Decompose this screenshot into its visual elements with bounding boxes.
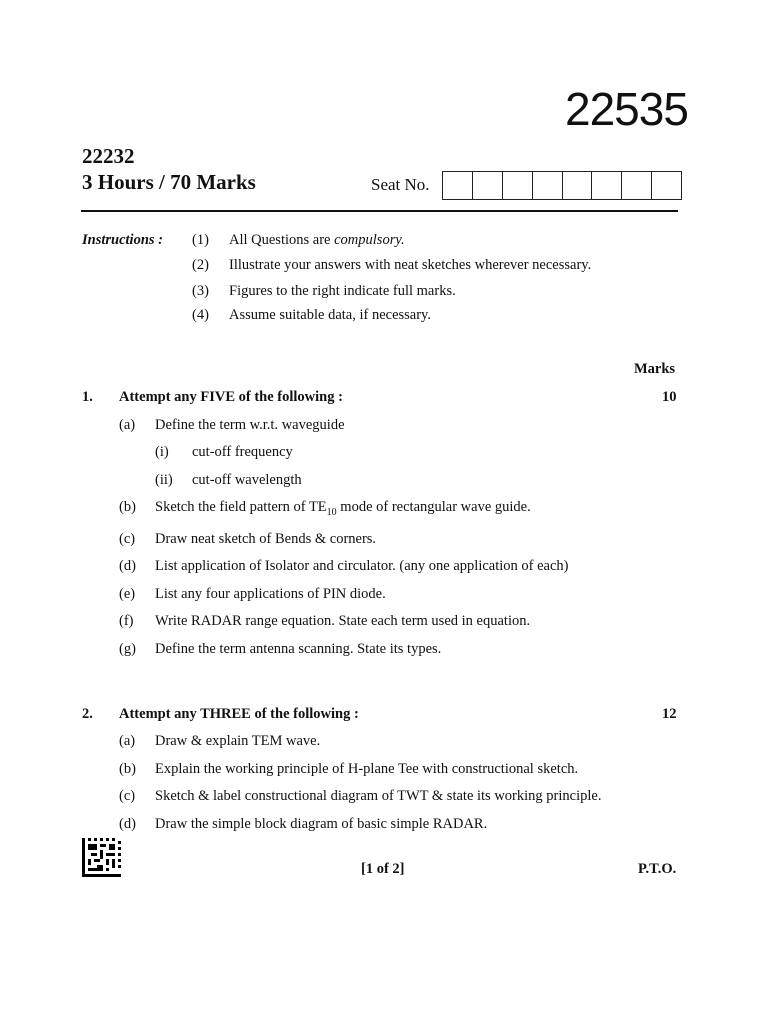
- seat-number-boxes: [442, 171, 682, 200]
- instructions-label: Instructions :: [82, 232, 163, 248]
- question-marks: 12: [662, 706, 677, 722]
- question-number: 1.: [82, 389, 93, 405]
- sub-question-label: (b): [119, 499, 136, 515]
- sub-question-label: (c): [119, 531, 136, 547]
- sub-question-text: List application of Isolator and circulator. (any one application of each): [155, 558, 569, 574]
- sub-question-label: (e): [119, 586, 136, 602]
- seat-box: [502, 172, 532, 199]
- instruction-text: Assume suitable data, if necessary.: [229, 307, 431, 323]
- page-indicator: [1 of 2]: [361, 861, 405, 877]
- sub-question-text: List any four applications of PIN diode.: [155, 586, 386, 602]
- sub-question-text: Draw the simple block diagram of basic simple RADAR.: [155, 816, 488, 832]
- question-number: 2.: [82, 706, 93, 722]
- datamatrix-barcode-icon: [82, 838, 121, 877]
- instruction-text: All Questions are compulsory.: [229, 232, 405, 248]
- sub-question-text: Define the term antenna scanning. State its types.: [155, 641, 442, 657]
- seat-box: [562, 172, 592, 199]
- seat-number-label: Seat No.: [371, 175, 430, 194]
- instruction-text: Figures to the right indicate full marks.: [229, 283, 456, 299]
- header-divider: [81, 210, 678, 212]
- sub-question-text: Draw & explain TEM wave.: [155, 733, 321, 749]
- sub-question-label: (b): [119, 761, 136, 777]
- subject-code: 22232: [82, 144, 135, 168]
- sub-question-label: (a): [119, 733, 136, 749]
- marks-column-header: Marks: [634, 361, 676, 377]
- sub-question-label: (a): [119, 417, 136, 433]
- seat-box: [651, 172, 681, 199]
- sub-question-label: (f): [119, 613, 134, 629]
- sub-question-text: Define the term w.r.t. waveguide: [155, 417, 345, 433]
- instruction-number: (4): [192, 307, 209, 323]
- instruction-number: (1): [192, 232, 209, 248]
- sub-question-text: Sketch & label constructional diagram of TWT & state its working principle.: [155, 788, 602, 804]
- seat-box: [443, 172, 472, 199]
- sub-question-text: Sketch the field pattern of $TE_{10}$ mode of rectangular wave guide.: [155, 499, 531, 518]
- paper-code-large: 22535: [565, 83, 688, 135]
- instruction-text: Illustrate your answers with neat sketches wherever necessary.: [229, 257, 592, 273]
- seat-box: [621, 172, 651, 199]
- question-title: Attempt any FIVE of the following :: [119, 389, 343, 405]
- sub-sub-text: cut-off wavelength: [192, 472, 302, 488]
- sub-sub-text: cut-off frequency: [192, 444, 293, 460]
- seat-box: [591, 172, 621, 199]
- please-turn-over: P.T.O.: [638, 861, 677, 877]
- instruction-number: (3): [192, 283, 209, 299]
- sub-question-label: (d): [119, 816, 136, 832]
- question-title: Attempt any THREE of the following :: [119, 706, 359, 722]
- sub-sub-label: (ii): [155, 472, 173, 488]
- sub-question-text: Draw neat sketch of Bends & corners.: [155, 531, 377, 547]
- seat-box: [472, 172, 502, 199]
- instruction-number: (2): [192, 257, 209, 273]
- sub-question-label: (c): [119, 788, 136, 804]
- sub-question-label: (g): [119, 641, 136, 657]
- sub-question-text: Write RADAR range equation. State each term used in equation.: [155, 613, 531, 629]
- sub-question-label: (d): [119, 558, 136, 574]
- question-marks: 10: [662, 389, 677, 405]
- sub-sub-label: (i): [155, 444, 169, 460]
- sub-question-text: Explain the working principle of H-plane Tee with constructional sketch.: [155, 761, 579, 777]
- seat-box: [532, 172, 562, 199]
- exam-duration-marks: 3 Hours / 70 Marks: [82, 170, 256, 194]
